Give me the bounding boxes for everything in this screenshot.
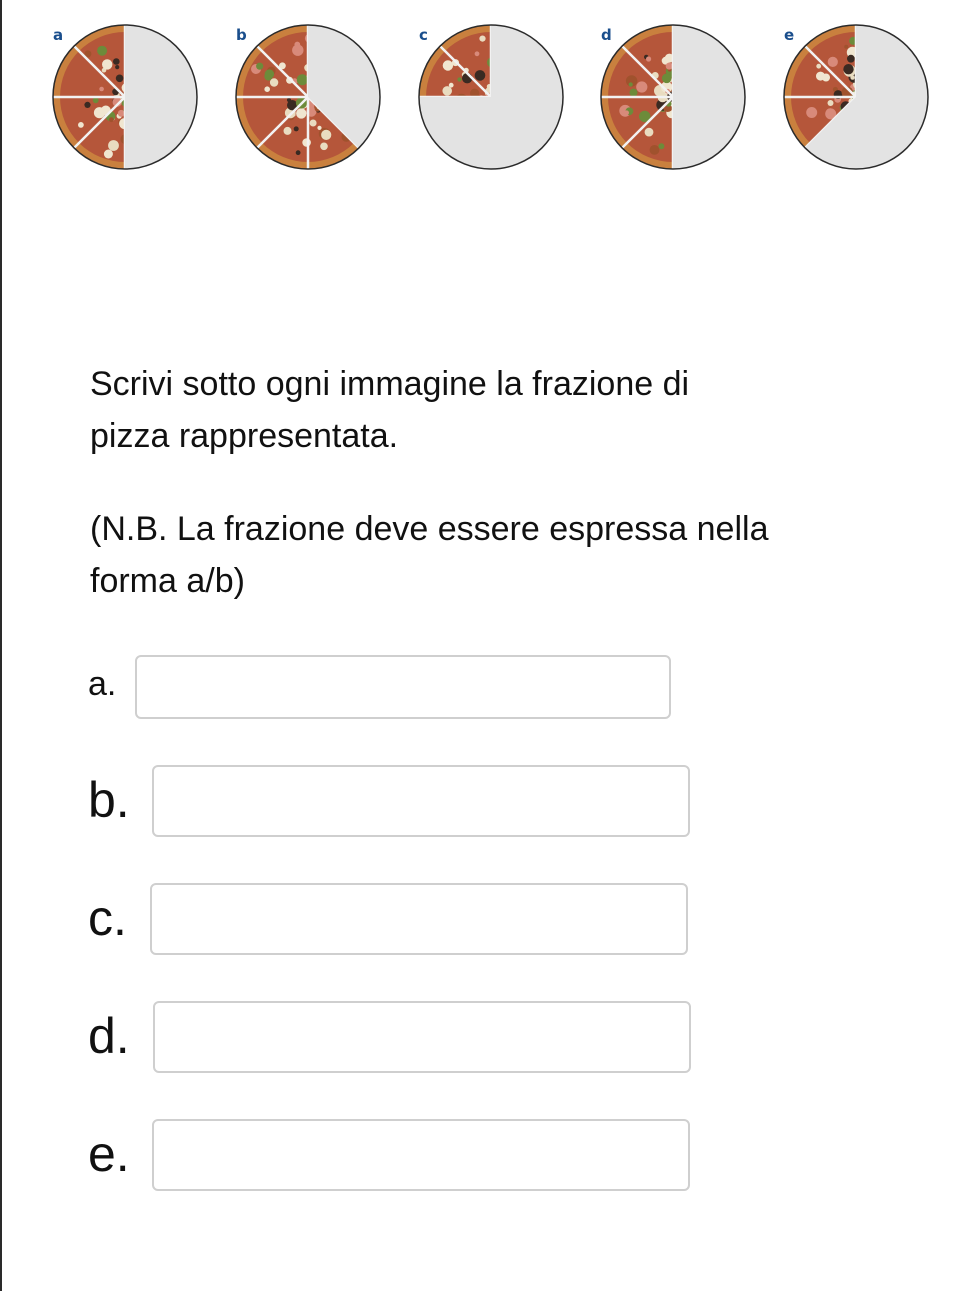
pizza-topping: [844, 45, 848, 49]
pizza-topping: [828, 57, 838, 67]
answer-label-e: e.: [88, 1126, 130, 1182]
pizza-topping: [102, 59, 112, 69]
pizza-eaten-portion: [125, 25, 197, 169]
answer-input-b[interactable]: [152, 765, 690, 837]
pizza-topping: [475, 70, 486, 81]
pizza-topping: [115, 65, 119, 69]
note-line-2: forma a/b): [90, 562, 245, 600]
note-line-1: (N.B. La frazione deve essere espressa nella: [90, 510, 769, 548]
pizza-topping: [284, 127, 292, 135]
pizza-topping: [317, 126, 321, 130]
pizza-topping: [457, 77, 461, 81]
pizza-topping: [296, 108, 306, 118]
pizza-svg: [50, 22, 200, 172]
pizza-topping: [109, 117, 114, 122]
answer-input-e[interactable]: [152, 1119, 690, 1191]
pizza-topping: [822, 74, 830, 82]
pizza-topping: [118, 110, 125, 117]
pizza-topping: [847, 55, 855, 63]
pizza-topping: [310, 120, 317, 127]
pizza-topping: [321, 130, 331, 140]
pizza-topping: [270, 78, 278, 86]
left-border-line: [0, 0, 2, 1291]
pizza-topping: [662, 74, 672, 84]
pizza-topping: [296, 150, 301, 155]
instructions-line-2: pizza rappresentata.: [90, 417, 399, 455]
pizza-topping: [302, 138, 311, 147]
pizza-topping: [256, 63, 263, 70]
pizza-topping: [443, 60, 453, 70]
note-text: [90, 503, 930, 607]
pizza-topping: [297, 74, 308, 85]
answer-label-b: b.: [88, 772, 130, 828]
pizza-topping: [264, 86, 270, 92]
pizza-svg: [233, 22, 383, 172]
pizza-topping: [816, 64, 821, 69]
answer-label-d: d.: [88, 1008, 130, 1064]
pizza-svg: [416, 22, 566, 172]
pizza-eaten-portion: [673, 25, 745, 169]
pizza-c-image: [416, 22, 566, 172]
pizza-topping: [294, 42, 300, 48]
pizza-topping: [645, 128, 654, 137]
answer-input-a[interactable]: [135, 655, 671, 719]
pizza-topping: [650, 145, 660, 155]
pizza-topping: [113, 58, 120, 65]
pizza-svg: [781, 22, 931, 172]
pizza-topping: [93, 97, 99, 103]
pizza-svg: [598, 22, 748, 172]
answer-label-c: c.: [88, 890, 127, 946]
pizza-topping: [116, 75, 124, 83]
pizza-topping: [99, 87, 104, 92]
pizza-topping: [320, 143, 328, 151]
answer-input-c[interactable]: [150, 883, 688, 955]
pizza-a-letter: a: [53, 26, 64, 44]
pizza-topping: [108, 140, 119, 151]
pizza-topping: [828, 100, 834, 106]
answer-label-a: a.: [88, 665, 117, 703]
pizza-topping: [78, 122, 84, 128]
pizza-topping: [806, 107, 817, 118]
pizza-topping: [294, 126, 299, 131]
pizza-e-letter: e: [784, 26, 795, 44]
pizza-topping: [630, 89, 638, 97]
pizza-topping: [84, 102, 90, 108]
pizza-c-letter: c: [419, 26, 428, 44]
pizza-topping: [265, 69, 274, 78]
pizza-a-image: [50, 22, 200, 172]
pizza-topping: [104, 150, 113, 159]
pizza-topping: [479, 36, 485, 42]
answer-input-d[interactable]: [153, 1001, 691, 1073]
pizza-b-image: [233, 22, 383, 172]
instructions-text: [90, 358, 930, 462]
pizza-e-image: [781, 22, 931, 172]
instructions-line-1: Scrivi sotto ogni immagine la frazione di: [90, 365, 690, 403]
pizza-topping: [843, 64, 853, 74]
pizza-topping: [658, 143, 664, 149]
pizza-b-letter: b: [236, 26, 247, 44]
pizza-d-image: [598, 22, 748, 172]
pizza-topping: [475, 51, 480, 56]
pizza-topping: [850, 75, 854, 79]
pizza-topping: [624, 110, 629, 115]
pizza-topping: [666, 63, 673, 70]
pizza-topping: [636, 81, 647, 92]
pizza-topping: [442, 86, 452, 96]
pizza-topping: [826, 108, 835, 117]
pizza-topping: [646, 56, 651, 61]
pizza-image-strip: [0, 0, 963, 190]
pizza-topping: [629, 82, 633, 86]
pizza-topping: [97, 46, 107, 56]
pizza-d-letter: d: [601, 26, 612, 44]
